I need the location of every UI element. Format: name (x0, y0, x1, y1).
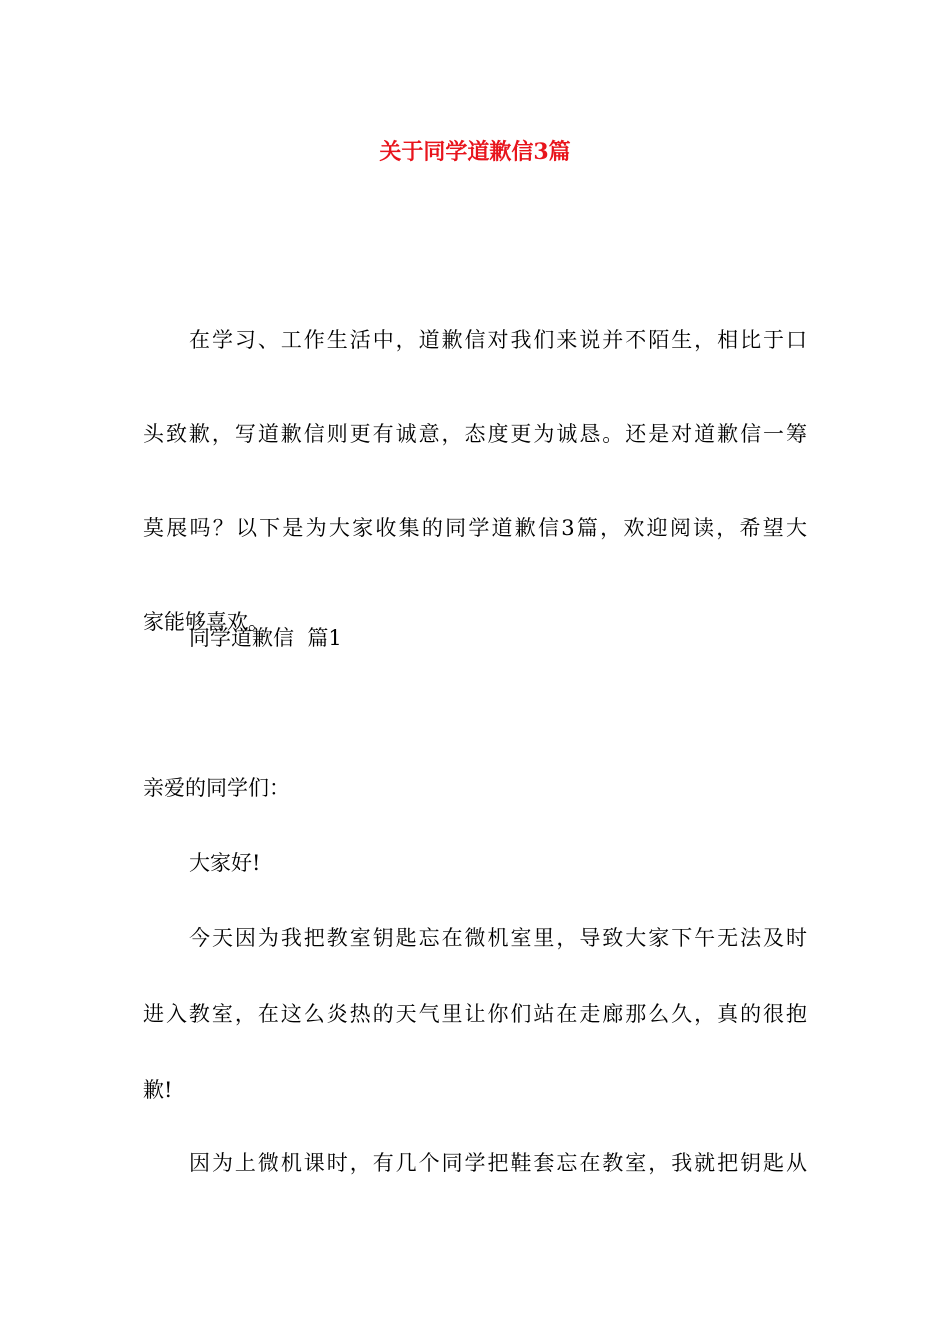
salutation-block (143, 770, 807, 806)
document-title: 关于同学道歉信3篇 (379, 139, 571, 165)
salutation: 亲爱的同学们： (143, 776, 290, 800)
section-heading-block (143, 620, 807, 656)
body-line: 歉! (143, 1078, 173, 1102)
body-paragraph-2 (143, 1145, 807, 1181)
intro-line: 头致歉，写道歉信则更有诚意，态度更为诚恳。还是对道歉信一筹 (143, 422, 807, 446)
greeting-block (143, 845, 807, 881)
intro-line: 家能够喜欢。 (143, 610, 269, 634)
body-line: 因为上微机课时，有几个同学把鞋套忘在教室，我就把钥匙从 (189, 1151, 807, 1175)
body-line: 进入教室，在这么炎热的天气里让你们站在走廊那么久，真的很抱 (143, 1002, 807, 1026)
intro-line: 莫展吗？以下是为大家收集的同学道歉信3篇，欢迎阅读，希望大 (143, 516, 807, 540)
section-heading: 同学道歉信 篇1 (189, 626, 342, 650)
greeting: 大家好! (189, 851, 261, 875)
intro-paragraph (143, 322, 807, 640)
body-line: 今天因为我把教室钥匙忘在微机室里，导致大家下午无法及时 (189, 926, 807, 950)
intro-line: 在学习、工作生活中，道歉信对我们来说并不陌生，相比于口 (189, 328, 807, 352)
body-paragraph-1 (143, 920, 807, 1108)
